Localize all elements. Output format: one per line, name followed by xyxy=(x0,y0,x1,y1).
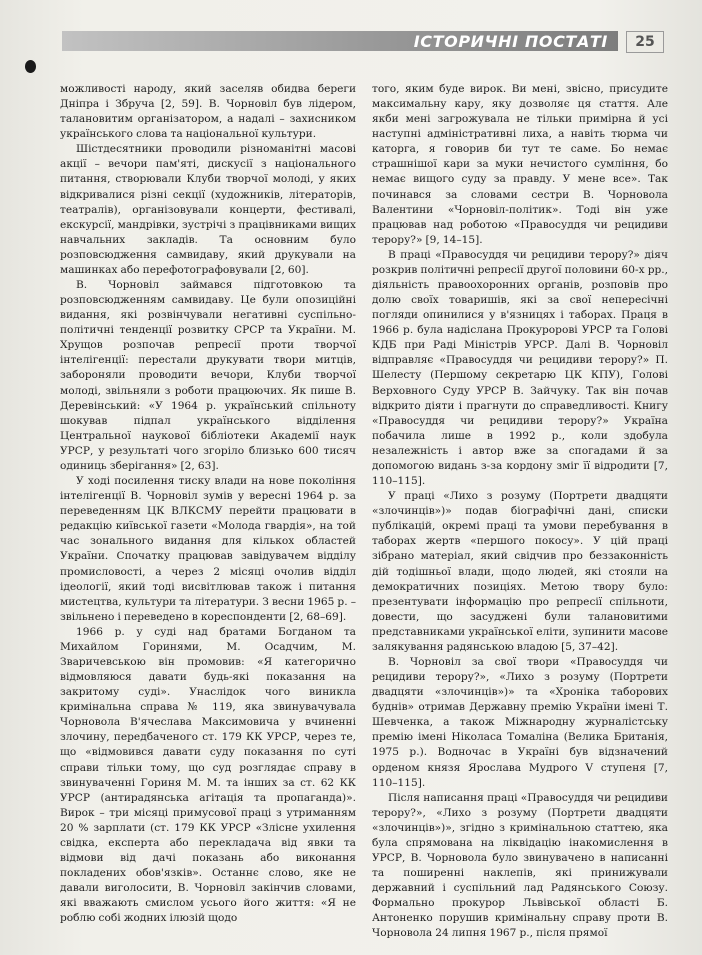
paragraph: Шістдесятники проводили різноманітні масові акції – вечори пам'яті, дискусії з національного питання, створювали Клуби творчої молоді, у яких відкривалися різні секції (художників, літераторів, театралів), організовували концерти, фестивалі, екскурсії, мандрівки, зустрічі з працівниками вищих навчальних закладів. Та основним було розповсюдження самвидаву, який друкували на машинках або перефотографовували [2, 60]. xyxy=(60,143,356,276)
paragraph: У ході посилення тиску влади на нове покоління інтелігенції В. Чорновіл зумів у вересні 1964 р. за переведенням ЦК ВЛКСМУ перейти працювати в редакцію київської газети «Молода гвардія», на той час зонального видання для кількох областей України. Спочатку працював завідувачем відділу промисловості, а через 2 місяці очолив відділ ідеології, який тоді висвітлював також і питання мистецтва, культури та літератури. З весни 1965 р. – звільнено і переведено в кореспонденти [2, 68–69]. xyxy=(60,475,356,623)
paragraph: У праці «Лихо з розуму (Портрети двадцяти «злочинців»)» подав біографічні дані, списки публікацій, окремі праці та умови перебування в таборах жертв «першого покосу». У цій праці зібрано матеріал, який свідчив про беззаконність дій тодішньої влади, щодо людей, які стояли на демократичних позиціях. Метою твору було: презентувати інформацію про репресії спільноти, довести, що засуджені були талановитими представниками української еліти, зупинити масове залякування радянською владою [5, 37–42]. xyxy=(372,490,668,653)
paragraph: В. Чорновіл займався підготовкою та розповсюдженням самвидаву. Це були опозиційні видання, які розвінчували негативні суспільно-політичні тенденції розвитку СРСР та України. М. Хрущов розпочав репресії проти творчої інтелігенції: перестали друкувати твори митців, забороняли проводити вечори, Клуби творчої молоді, звільняли з роботи працюючих. Як пише В. Деревінський: «У 1964 р. український спільноту шокував підпал українського відділення Центральної наукової бібліотеки Академії наук УРСР, у результаті чого згоріло близько 600 тисяч одиниць зберігання» [2, 63]. xyxy=(60,279,356,472)
header-bar xyxy=(62,31,618,51)
section-title: ІСТОРИЧНІ ПОСТАТІ xyxy=(413,32,608,51)
paragraph: 1966 р. у суді над братами Богданом та Михайлом Горинями, М. Осадчим, М. Зваричевською він промовив: «Я категорично відмовляюся давати будь-які показання на закритому суді». Унаслідок чого виникла кримінальна справа № 119, яка звинувачувала Чорновола В'ячеслава Максимовича у вчиненні злочину, передбаченого ст. 179 КК УРСР, через те, що «відмовився давати суду показання по суті справи тільки тому, що суд розглядає справу в звинуваченні Гориня М. М. та інших за ст. 62 КК УРСР (антирадянська агітація та пропаганда)». Вирок – три місяці примусової праці з утриманням 20 % зарплати (ст. 179 КК УРСР «Злісне ухилення свідка, експерта або перекладача від явки та відмови від дачі показань або виконання покладених обов'язків». Останнє слово, яке не давали виголосити, В. Чорновіл закінчив словами, які вважають смислом усього його життя: «Я не роблю собі жодних ілюзій щодо xyxy=(60,625,356,925)
paragraph: В праці «Правосуддя чи рецидиви терору?» діяч розкрив політичні репресії другої половини 60-х рр., діяльність правоохоронних органів, розповів про долю своїх товаришів, які за свої непересічні погляди опинилися у в'язницях і таборах. Праця в 1966 р. була надіслана Прокуророві УРСР та Голові КДБ при Раді Міністрів УРСР. Далі В. Чорновіл відправляє «Правосуддя чи рецидиви терору?» П. Шелесту (Першому секретарю ЦК КПУ), Голові Верховного Суду УРСР В. Зайчуку. Так він почав відкрито діяти і прагнути до справедливості. Книгу «Правосуддя чи рецидиви терору?» Україна побачила лише в 1992 р., коли здобула незалежність і автор вже за спогадами й за допомогою видань з-за кордону зміг її відродити [7, 110–115]. xyxy=(372,248,668,488)
right-column xyxy=(372,82,668,941)
paragraph: В. Чорновіл за свої твори «Правосуддя чи рецидиви терору?», «Лихо з розуму (Портрети двадцяти «злочинців»)» та «Хроніка таборових буднів» отримав Державну премію України імені Т. Шевченка, а також Міжнародну журналістську премію імені Ніколаса Томаліна (Велика Британія, 1975 р.). Водночас в Україні був відзначений орденом князя Ярослава Мудрого V ступеня [7, 110–115]. xyxy=(372,655,668,789)
binder-hole-mark xyxy=(25,60,36,73)
paragraph: того, яким буде вирок. Ви мені, звісно, присудите максимальну кару, яку дозволяє ця стаття. Але якби мені загрожувала не тільки примірна й усі наступні адміністративні лиха, а навіть тюрма чи каторга, я говорив би тут те саме. Бо немає страшнішої кари за муки нечистого сумління, бо немає вищого суду за правду. У мене все». Так починався за словами сестри В. Чорновола Валентини «Чорновіл-політик». Тоді він уже працював над роботою «Правосуддя чи рецидиви терору?» [9, 14–15]. xyxy=(372,83,668,246)
left-column xyxy=(60,82,356,926)
page-number: 25 xyxy=(626,31,664,53)
paragraph: Після написання праці «Правосуддя чи рецидиви терору?», «Лихо з розуму (Портрети двадцяти «злочинців»)», згідно з кримінальною статтею, яка була спрямована на ліквідацію інакомислення в УРСР, В. Чорновола було звинувачено в написанні та поширенні наклепів, які принижували державний і суспільний лад Радянського Союзу. Формально прокурор Львівської області Б. Антоненко порушив кримінальну справу проти В. Чорновола 24 липня 1967 р., після прямої xyxy=(372,791,668,940)
paragraph: можливості народу, який заселяв обидва береги Дніпра і Збруча [2, 59]. В. Чорновіл був лідером, талановитим організатором, а надалі – захисником українського слова та національної культури. xyxy=(60,83,356,141)
